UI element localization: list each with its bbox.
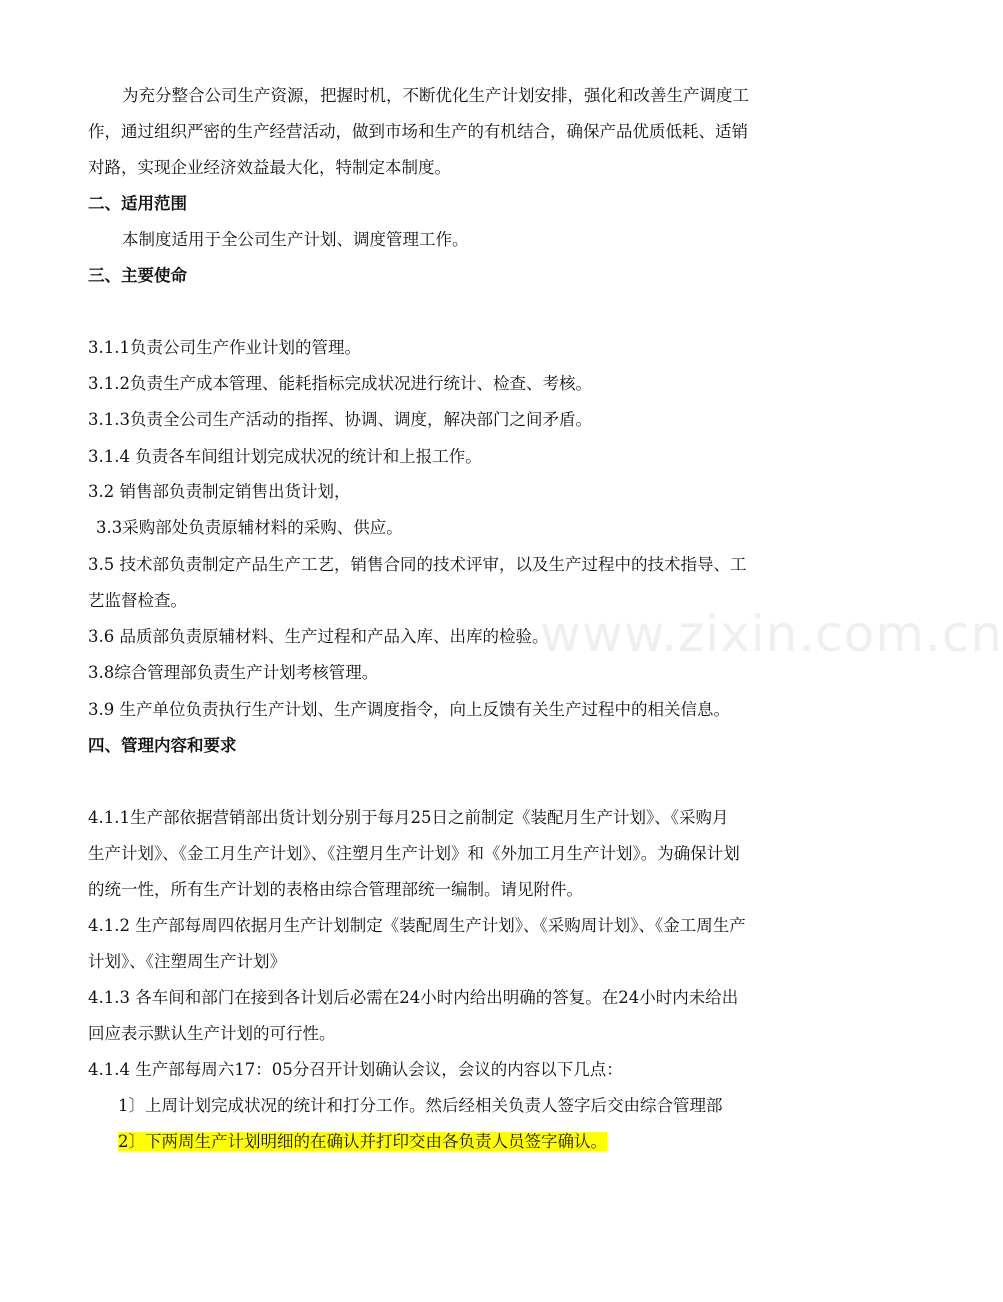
- management-item: 的统一性，所有生产计划的表格由综合管理部统一编制。请见附件。: [88, 880, 583, 899]
- intro-line: 作，通过组织严密的生产经营活动，做到市场和生产的有机结合，确保产品优质低耗、适销: [88, 122, 748, 141]
- mission-item: 艺监督检查。: [88, 591, 187, 610]
- watermark: www.zixin.com.cn: [540, 605, 1003, 663]
- management-item: 计划》、《注塑周生产计划》: [88, 952, 286, 971]
- mission-item: 3.1.3负责全公司生产活动的指挥、协调、调度，解决部门之间矛盾。: [88, 410, 592, 429]
- scope-text: 本制度适用于全公司生产计划、调度管理工作。: [122, 230, 469, 249]
- mission-item: 3.1.2负责生产成本管理、能耗指标完成状况进行统计、检查、考核。: [88, 374, 592, 393]
- management-item: 4.1.1生产部依据营销部出货计划分别于每月25日之前制定《装配月生产计划》、《采购月: [88, 808, 729, 827]
- management-item: 回应表示默认生产计划的可行性。: [88, 1024, 336, 1043]
- mission-item: 3.2 销售部负责制定销售出货计划，: [88, 482, 351, 501]
- section-heading-mission: 三、主要使命: [88, 266, 187, 285]
- mission-item: 3.9 生产单位负责执行生产计划、生产调度指令，向上反馈有关生产过程中的相关信息。: [88, 700, 730, 719]
- mission-item: 3.5 技术部负责制定产品生产工艺，销售合同的技术评审，以及生产过程中的技术指导、工: [88, 555, 747, 574]
- meeting-point: 1〕上周计划完成状况的统计和打分工作。然后经相关负责人签字后交由综合管理部: [118, 1096, 723, 1115]
- mission-item: 3.1.1负责公司生产作业计划的管理。: [88, 338, 361, 357]
- mission-item: 3.1.4 负责各车间组计划完成状况的统计和上报工作。: [88, 447, 482, 466]
- section-heading-management: 四、管理内容和要求: [88, 736, 237, 755]
- intro-line: 为充分整合公司生产资源，把握时机，不断优化生产计划安排，强化和改善生产调度工: [122, 86, 749, 105]
- mission-item: 3.3采购部处负责原辅材料的采购、供应。: [96, 518, 403, 537]
- mission-item: 3.6 品质部负责原辅材料、生产过程和产品入库、出库的检验。: [88, 627, 549, 646]
- highlighted-text: 2〕下两周生产计划明细的在确认并打印交由各负责人员签字确认。: [118, 1132, 607, 1151]
- management-item: 生产计划》、《金工月生产计划》、《注塑月生产计划》和《外加工月生产计划》。为确保计划: [88, 844, 740, 863]
- section-heading-scope: 二、适用范围: [88, 194, 187, 213]
- intro-line: 对路，实现企业经济效益最大化，特制定本制度。: [88, 158, 451, 177]
- meeting-point-highlighted: [118, 1132, 607, 1152]
- management-item: 4.1.3 各车间和部门在接到各计划后必需在24小时内给出明确的答复。在24小时内未给出: [88, 988, 739, 1007]
- management-item: 4.1.2 生产部每周四依据月生产计划制定《装配周生产计划》、《采购周计划》、《金工周生产: [88, 916, 746, 935]
- management-item: 4.1.4 生产部每周六17：05分召开计划确认会议，会议的内容以下几点：: [88, 1060, 623, 1079]
- mission-item: 3.8综合管理部负责生产计划考核管理。: [88, 663, 379, 682]
